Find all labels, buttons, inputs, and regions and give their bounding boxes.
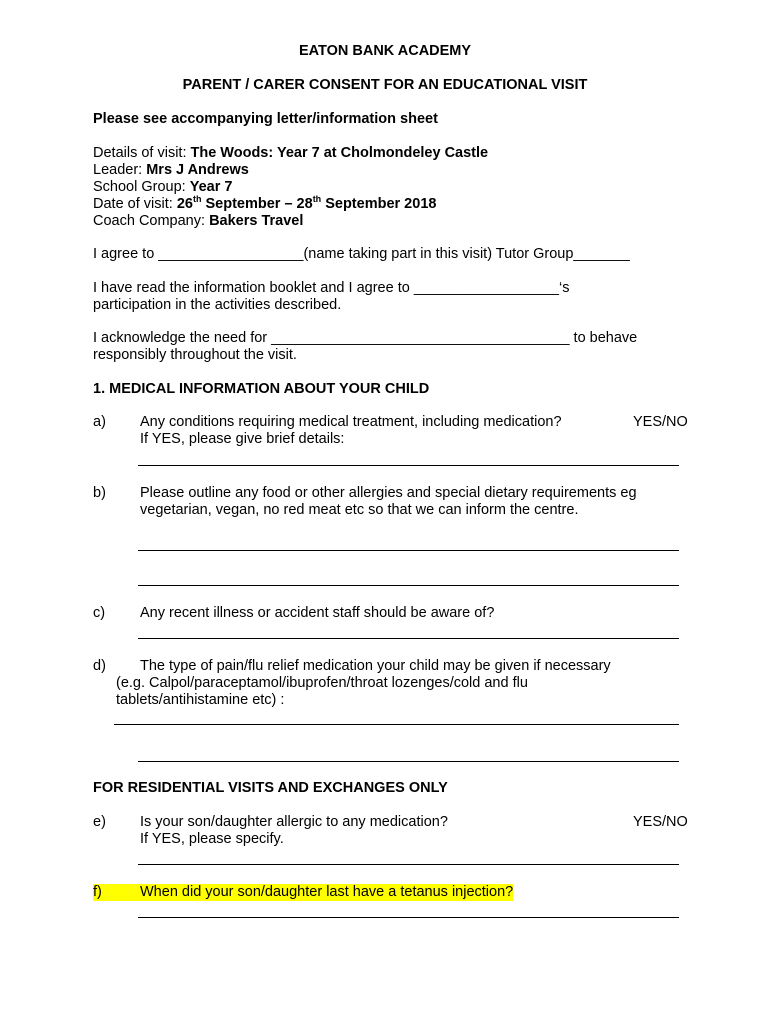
item-d-question-line3: tablets/antihistamine etc) :: [116, 692, 285, 708]
item-a-letter: a): [93, 414, 106, 430]
visit-label: Details of visit:: [93, 145, 191, 161]
item-d-letter: d): [93, 658, 106, 674]
item-d-answer-line-2[interactable]: [138, 761, 679, 762]
visit-date-row: [93, 196, 436, 213]
visit-details-row: [93, 145, 488, 162]
item-b-letter: b): [93, 485, 106, 501]
item-e-answer-line[interactable]: [138, 864, 679, 865]
form-title: PARENT / CARER CONSENT FOR AN EDUCATIONAL VISIT: [182, 77, 588, 93]
item-a-details-prompt: If YES, please give brief details:: [140, 431, 345, 447]
item-e-question: Is your son/daughter allergic to any medication?: [140, 814, 448, 830]
item-f-letter: f): [93, 884, 140, 901]
item-d-question-line2: (e.g. Calpol/paraceptamol/ibuprofen/throat lozenges/cold and flu: [116, 675, 528, 691]
coach-company-row: [93, 213, 303, 230]
see-letter-note: Please see accompanying letter/information sheet: [93, 111, 438, 127]
coach-label: Coach Company:: [93, 213, 210, 229]
coach-value: Bakers Travel: [209, 213, 304, 229]
item-e-yes-no: YES/NO: [633, 814, 688, 830]
item-c-letter: c): [93, 605, 106, 621]
acknowledge-statement-line2: responsibly throughout the visit.: [93, 347, 297, 363]
item-a-yes-no: YES/NO: [633, 414, 688, 430]
date-value: 26th September – 28th September 2018: [176, 194, 437, 212]
item-b-answer-line-2[interactable]: [138, 585, 679, 586]
read-booklet-statement-line2: participation in the activities described.: [93, 297, 342, 313]
item-d-question-line1: The type of pain/flu relief medication your child may be given if necessary: [140, 658, 611, 674]
item-d-answer-line-1[interactable]: [114, 724, 679, 725]
group-label: School Group:: [93, 179, 190, 195]
item-c-question: Any recent illness or accident staff should be aware of?: [140, 605, 495, 621]
medical-heading: 1. MEDICAL INFORMATION ABOUT YOUR CHILD: [93, 381, 430, 397]
read-booklet-statement-line1: I have read the information booklet and I agree to __________________‘s: [93, 280, 570, 296]
leader-label: Leader:: [93, 162, 147, 178]
item-b-answer-line-1[interactable]: [138, 550, 679, 551]
item-a-question: Any conditions requiring medical treatment, including medication?: [140, 414, 562, 430]
acknowledge-statement-line1: I acknowledge the need for _____________________________________ to behave: [93, 330, 638, 346]
agree-statement: I agree to __________________(name taking part in this visit) Tutor Group_______: [93, 246, 630, 262]
item-a-answer-line[interactable]: [138, 465, 679, 466]
leader-row: [93, 162, 249, 179]
item-e-letter: e): [93, 814, 106, 830]
item-b-question-line2: vegetarian, vegan, no red meat etc so that we can inform the centre.: [140, 502, 579, 518]
school-name: EATON BANK ACADEMY: [298, 43, 472, 59]
leader-value: Mrs J Andrews: [146, 162, 249, 178]
visit-value: The Woods: Year 7 at Cholmondeley Castle: [190, 145, 489, 161]
item-f-question: When did your son/daughter last have a tetanus injection?: [140, 884, 514, 900]
residential-heading: FOR RESIDENTIAL VISITS AND EXCHANGES ONLY: [93, 780, 448, 796]
item-c-answer-line[interactable]: [138, 638, 679, 639]
item-e-details-prompt: If YES, please specify.: [140, 831, 284, 847]
date-label: Date of visit:: [93, 196, 177, 212]
group-value: Year 7: [189, 179, 233, 195]
item-f-answer-line[interactable]: [138, 917, 679, 918]
item-b-question-line1: Please outline any food or other allergies and special dietary requirements eg: [140, 485, 637, 501]
school-group-row: [93, 179, 232, 196]
